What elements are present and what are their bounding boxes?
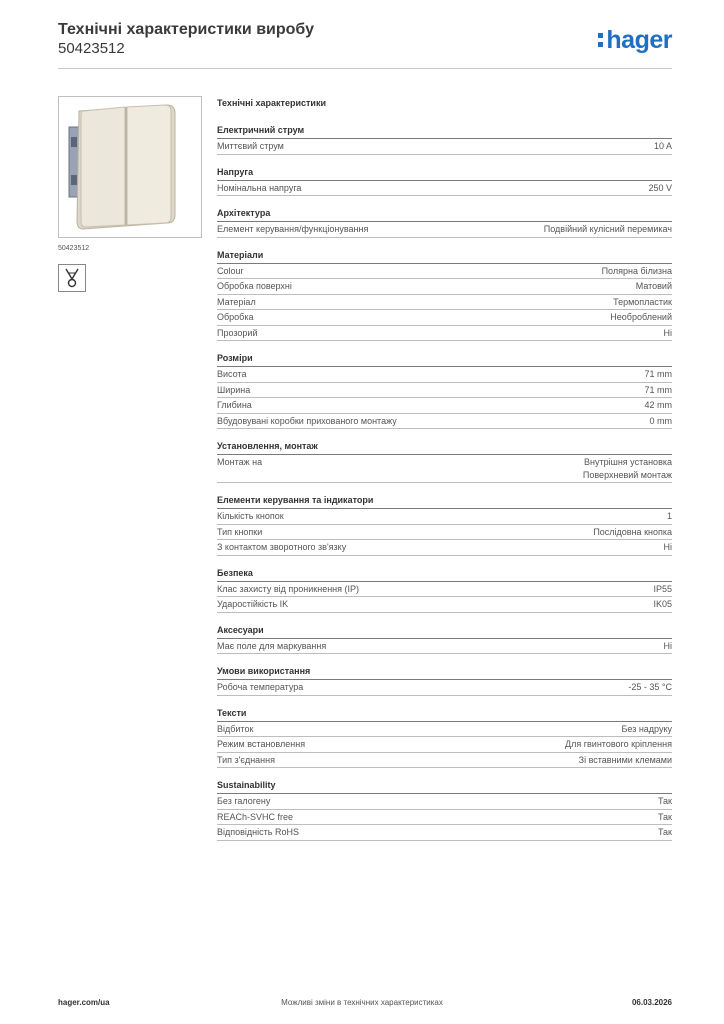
spec-section (217, 165, 672, 197)
spec-value: Полярна білизна (601, 265, 672, 276)
spec-section (217, 664, 672, 696)
spec-value: Термопластик (613, 296, 672, 307)
spec-value: 10 A (653, 141, 672, 151)
spec-row (217, 139, 672, 155)
spec-label: Відбиток (217, 723, 254, 734)
spec-section (217, 248, 672, 342)
header-divider (58, 68, 672, 69)
footer-website[interactable]: hager.com/ua (58, 998, 110, 1007)
spec-section (217, 706, 672, 769)
spec-label: Режим встановлення (217, 739, 306, 749)
spec-value: IP55 (653, 583, 672, 594)
spec-row (217, 794, 672, 810)
spec-row (217, 509, 672, 525)
section-title: Sustainability (217, 778, 672, 794)
spec-value: 71 mm (644, 384, 672, 395)
spec-row (217, 540, 672, 556)
spec-label: Colour (217, 265, 244, 276)
spec-value: 71 mm (644, 369, 672, 379)
spec-row (217, 737, 672, 753)
section-title: Умови використання (217, 664, 672, 680)
spec-row (217, 597, 672, 613)
spec-row (217, 383, 672, 399)
spec-section (217, 623, 672, 655)
spec-section (217, 493, 672, 556)
spec-value: Внутрішня установка Поверхневий монтаж (582, 457, 672, 480)
spec-row (217, 367, 672, 383)
spec-row (217, 414, 672, 430)
spec-label: Тип з'єднання (217, 754, 275, 765)
spec-label: Прозорий (217, 327, 258, 338)
spec-value: 42 mm (644, 400, 672, 410)
spec-sections (217, 123, 672, 841)
spec-value: 250 V (648, 182, 672, 193)
spec-label: Тип кнопки (217, 526, 263, 537)
spec-row (217, 326, 672, 342)
spec-label: Глибина (217, 400, 252, 410)
spec-row (217, 398, 672, 414)
spec-value: Так (657, 796, 672, 806)
spec-label: Висота (217, 369, 247, 379)
hager-logo (598, 26, 672, 56)
spec-label: Обробка поверхні (217, 281, 292, 291)
spec-label: Ударостійкість IK (217, 599, 289, 609)
spec-label: Номінальна напруга (217, 182, 302, 193)
spec-label: Ширина (217, 384, 251, 395)
page-title: Технічні характеристики виробу (58, 21, 314, 38)
section-title: Напруга (217, 165, 672, 181)
spec-section (217, 123, 672, 155)
section-title: Матеріали (217, 248, 672, 264)
spec-label: Монтаж на (217, 457, 263, 467)
spec-label: Має поле для маркування (217, 640, 327, 651)
spec-label: Миттєвий струм (217, 141, 284, 151)
section-title: Тексти (217, 706, 672, 722)
spec-value: Ні (663, 640, 672, 651)
spec-row (217, 639, 672, 655)
spec-row (217, 680, 672, 696)
spec-row (217, 455, 672, 483)
footer-date: 06.03.2026 (631, 998, 672, 1007)
spec-heading: Технічні характеристики (217, 98, 326, 108)
logo-mark-icon (598, 30, 604, 50)
section-title: Елементи керування та індикатори (217, 493, 672, 509)
spec-value: Необроблений (610, 312, 672, 322)
spec-value: Ні (663, 542, 672, 552)
spec-label: Відповідність RoHS (217, 827, 299, 837)
logo-text: hager (606, 26, 672, 54)
spec-label: REACh-SVHC free (217, 811, 294, 822)
spec-row (217, 582, 672, 598)
spec-value: Без надруку (621, 723, 672, 734)
spec-section (217, 778, 672, 841)
screw-terminal-icon (58, 264, 86, 292)
spec-row (217, 722, 672, 738)
spec-label: Обробка (217, 312, 254, 322)
product-code: 50423512 (58, 40, 125, 57)
spec-label: Елемент керування/функціонування (217, 224, 369, 234)
spec-label: Робоча температура (217, 682, 304, 692)
spec-label: Матеріал (217, 296, 256, 307)
spec-value: Так (657, 811, 672, 822)
spec-row (217, 753, 672, 769)
product-image (58, 96, 202, 238)
spec-row (217, 525, 672, 541)
spec-row (217, 295, 672, 311)
spec-row (217, 825, 672, 841)
section-title: Установлення, монтаж (217, 439, 672, 455)
spec-value: IK05 (653, 599, 672, 609)
spec-value: Матовий (635, 281, 672, 291)
specifications (217, 96, 672, 851)
spec-value: Зі вставними клемами (578, 754, 672, 765)
spec-row (217, 264, 672, 280)
section-title: Архітектура (217, 206, 672, 222)
spec-section (217, 439, 672, 483)
spec-row (217, 222, 672, 238)
spec-label: Кількість кнопок (217, 511, 284, 521)
spec-section (217, 566, 672, 613)
spec-value: Ні (663, 327, 672, 338)
spec-row (217, 181, 672, 197)
spec-label: Без галогену (217, 796, 271, 806)
spec-value: Для гвинтового кріплення (565, 739, 672, 749)
spec-value: Подвійний кулісний перемикач (543, 224, 672, 234)
spec-value: Так (657, 827, 672, 837)
spec-value: Послідовна кнопка (593, 526, 672, 537)
spec-label: З контактом зворотного зв'язку (217, 542, 347, 552)
spec-section (217, 206, 672, 238)
spec-value: -25 - 35 °C (628, 682, 672, 692)
spec-row (217, 310, 672, 326)
section-title: Безпека (217, 566, 672, 582)
section-title: Електричний струм (217, 123, 672, 139)
section-title: Розміри (217, 351, 672, 367)
image-caption: 50423512 (58, 245, 90, 252)
spec-section (217, 351, 672, 429)
spec-value: 1 (666, 511, 672, 521)
spec-value: 0 mm (649, 415, 672, 426)
spec-row (217, 810, 672, 826)
spec-label: Клас захисту від проникнення (IP) (217, 583, 360, 594)
section-title: Аксесуари (217, 623, 672, 639)
spec-row (217, 279, 672, 295)
spec-label: Вбудовувані коробки прихованого монтажу (217, 415, 397, 426)
footer-disclaimer: Можливі зміни в технічних характеристиках (281, 998, 443, 1007)
